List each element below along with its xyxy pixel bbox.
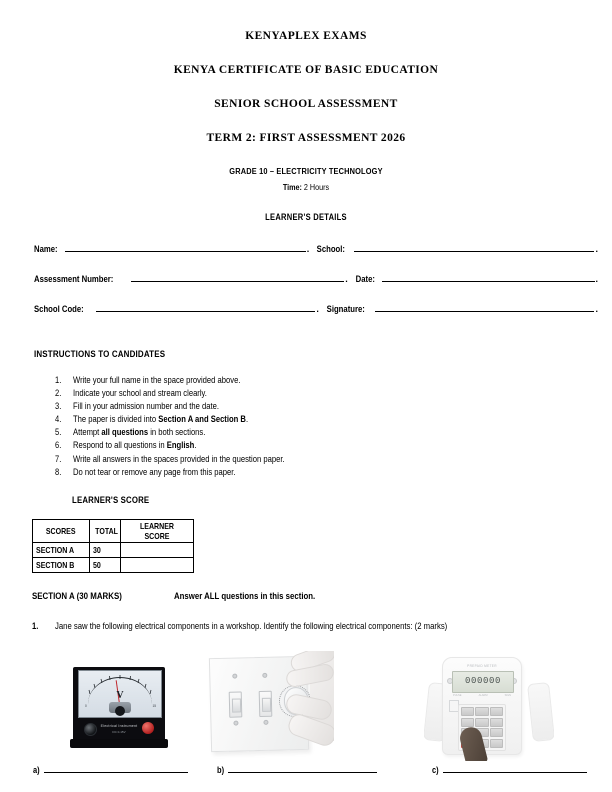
section-a-instruction: Answer ALL questions in this section. xyxy=(174,590,316,601)
toggle-lever-2 xyxy=(262,698,271,712)
instruction-text: The paper is divided into Section A and Section B. xyxy=(73,414,249,425)
meter-top-label: PREPAID METER xyxy=(467,664,497,668)
learner-details-heading: LEARNER'S DETAILS xyxy=(265,212,347,222)
instruction-text: Indicate your school and stream clearly. xyxy=(73,388,207,399)
question-1-answer-lines xyxy=(0,765,612,775)
instruction-number: 7. xyxy=(55,453,62,464)
time-value: 2 Hours xyxy=(303,182,330,192)
meter-lcd-display xyxy=(452,671,514,693)
instruction-text: Do not tear or remove any page from this paper. xyxy=(73,466,236,477)
instruction-item-1 xyxy=(0,374,612,387)
toggle-lever-1 xyxy=(232,698,241,712)
meter-key[interactable] xyxy=(475,718,488,727)
certificate-title: KENYA CERTIFICATE OF BASIC EDUCATION xyxy=(173,64,439,76)
meter-key[interactable] xyxy=(490,718,503,727)
voltmeter-model-text: DC 0-15V xyxy=(112,730,126,734)
instruction-number: 1. xyxy=(55,375,62,385)
instruction-emphasis: Section A and Section B xyxy=(158,414,246,425)
voltmeter-black-terminal xyxy=(84,723,97,736)
answer-b-label: b) xyxy=(217,765,225,775)
answer-c xyxy=(432,765,587,775)
voltmeter-dial-face xyxy=(78,670,162,718)
score-cell-learner[interactable] xyxy=(121,557,194,572)
instruction-item-5 xyxy=(0,426,612,439)
signature-terminator: . xyxy=(595,304,598,314)
assessment-number-label: Assessment Number: xyxy=(34,274,114,284)
question-1-figures xyxy=(0,652,612,764)
date-input-line[interactable] xyxy=(382,280,595,282)
instructions-section xyxy=(0,334,612,479)
voltmeter-pivot-screw xyxy=(115,706,125,716)
voltmeter-brand-text: Electrical Instrument xyxy=(100,724,138,728)
instruction-item-8 xyxy=(0,466,612,479)
question-1-text: Jane saw the following electrical components in a workshop. Identify the following electrical components: (2 marks) xyxy=(55,620,448,631)
toggle-switch-2 xyxy=(259,691,273,717)
instruction-text: Respond to all questions in English. xyxy=(73,440,197,451)
learner-score-section xyxy=(0,479,612,573)
instruction-number: 2. xyxy=(55,388,62,399)
figure-c-prepaid-meter-image xyxy=(424,653,554,761)
date-terminator: . xyxy=(595,274,599,284)
learner-details-fields xyxy=(0,244,612,314)
voltmeter-base-stand xyxy=(70,739,168,748)
instruction-item-2 xyxy=(0,387,612,400)
instruction-text: Write all answers in the spaces provided in the question paper. xyxy=(73,453,285,464)
time-line xyxy=(43,182,569,192)
term-title: TERM 2: FIRST ASSESSMENT 2026 xyxy=(206,132,406,144)
instruction-item-4 xyxy=(0,413,612,426)
meter-indicator-labels xyxy=(453,694,511,697)
school-code-input-line[interactable] xyxy=(96,310,315,312)
answer-a xyxy=(33,765,188,775)
score-cell-total: 50 xyxy=(90,557,121,572)
meter-key[interactable] xyxy=(461,707,474,716)
meter-led-alarm: ALARM xyxy=(478,694,488,697)
question-1-number: 1. xyxy=(32,620,39,631)
plate-screw-top-right xyxy=(262,673,267,678)
exam-body-title: KENYAPLEX EXAMS xyxy=(245,30,367,42)
voltmeter-red-terminal xyxy=(142,722,154,734)
answer-a-input-line[interactable] xyxy=(44,771,188,773)
school-code-label: School Code: xyxy=(34,304,84,314)
figure-a-voltmeter-image xyxy=(56,652,184,762)
name-label: Name: xyxy=(34,244,58,254)
voltmeter-scale-max: 15 xyxy=(152,704,156,708)
meter-key[interactable] xyxy=(490,739,503,748)
assessment-terminator: . xyxy=(345,274,348,284)
answer-a-label: a) xyxy=(33,765,40,775)
instruction-emphasis: all questions xyxy=(101,427,149,438)
school-code-terminator: . xyxy=(316,304,319,314)
toggle-switch-1 xyxy=(229,691,243,717)
answer-b-input-line[interactable] xyxy=(228,771,377,773)
answer-c-input-line[interactable] xyxy=(443,771,587,773)
instruction-number: 6. xyxy=(55,440,62,451)
meter-led-sign: SIGN xyxy=(504,694,511,697)
instruction-text: Fill in your admission number and the date. xyxy=(73,401,219,412)
instruction-item-7 xyxy=(0,453,612,466)
answer-c-label: c) xyxy=(432,765,439,775)
name-input-line[interactable] xyxy=(65,250,306,252)
plate-screw-bottom-left xyxy=(233,721,238,726)
hand-adjusting-dimmer xyxy=(284,651,334,763)
instruction-number: 5. xyxy=(55,427,62,438)
instruction-text: Write your full name in the space provided above. xyxy=(73,375,241,385)
score-col-scores: SCORES xyxy=(33,519,90,542)
voltmeter-icon xyxy=(73,667,165,751)
learner-score-table xyxy=(32,519,194,573)
voltmeter-unit-symbol: V xyxy=(116,690,124,701)
score-col-total: TOTAL xyxy=(90,519,121,542)
learner-score-heading: LEARNER'S SCORE xyxy=(72,494,150,505)
score-col-learner-score: LEARNER SCORE xyxy=(121,519,194,542)
score-table-header-row xyxy=(33,519,194,542)
meter-key[interactable] xyxy=(475,707,488,716)
meter-led-pulse: PULSE xyxy=(453,694,462,697)
score-cell-total: 30 xyxy=(90,542,121,557)
assessment-number-input-line[interactable] xyxy=(131,280,344,282)
instruction-number: 4. xyxy=(55,414,62,425)
time-label: Time: xyxy=(282,182,302,192)
score-cell-learner[interactable] xyxy=(121,542,194,557)
instruction-item-3 xyxy=(0,400,612,413)
score-cell-section: SECTION B xyxy=(33,557,90,572)
assessment-level-title: SENIOR SCHOOL ASSESSMENT xyxy=(214,98,398,110)
figure-b-wall-switch-image xyxy=(206,651,334,763)
detail-row-name-school xyxy=(34,244,604,254)
instruction-number: 8. xyxy=(55,466,62,477)
meter-key[interactable] xyxy=(461,718,474,727)
question-1 xyxy=(32,621,612,631)
section-a-heading: SECTION A (30 MARKS) xyxy=(32,590,122,601)
section-a xyxy=(0,573,612,631)
signature-label: Signature: xyxy=(326,304,365,314)
detail-row-schoolcode-signature xyxy=(34,304,604,314)
score-table-row xyxy=(33,557,194,572)
plate-screw-bottom-right xyxy=(263,720,268,725)
signature-input-line[interactable] xyxy=(375,310,594,312)
exam-header xyxy=(0,0,612,222)
instructions-heading: INSTRUCTIONS TO CANDIDATES xyxy=(34,348,166,359)
grade-subject-line: GRADE 10 – ELECTRICITY TECHNOLOGY xyxy=(229,166,383,176)
voltmeter-scale-min: 0 xyxy=(85,704,87,708)
meter-key[interactable] xyxy=(490,707,503,716)
instruction-item-6 xyxy=(0,439,612,452)
name-terminator: . xyxy=(306,244,310,254)
meter-key[interactable] xyxy=(490,728,503,737)
instruction-text: Attempt all questions in both sections. xyxy=(73,427,206,438)
school-input-line[interactable] xyxy=(354,250,595,252)
score-cell-section: SECTION A xyxy=(33,542,90,557)
meter-display-value: 000000 xyxy=(464,676,501,686)
detail-row-assessment-date xyxy=(34,274,604,284)
answer-b xyxy=(217,765,377,775)
date-label: Date: xyxy=(355,274,375,284)
instruction-emphasis: English xyxy=(166,440,195,451)
school-terminator: . xyxy=(595,244,598,254)
instruction-number: 3. xyxy=(55,401,62,412)
meter-mount-right xyxy=(527,682,554,742)
instructions-list xyxy=(0,374,612,479)
school-label: School: xyxy=(316,244,346,254)
plate-screw-top-left xyxy=(232,674,237,679)
score-table-row xyxy=(33,542,194,557)
